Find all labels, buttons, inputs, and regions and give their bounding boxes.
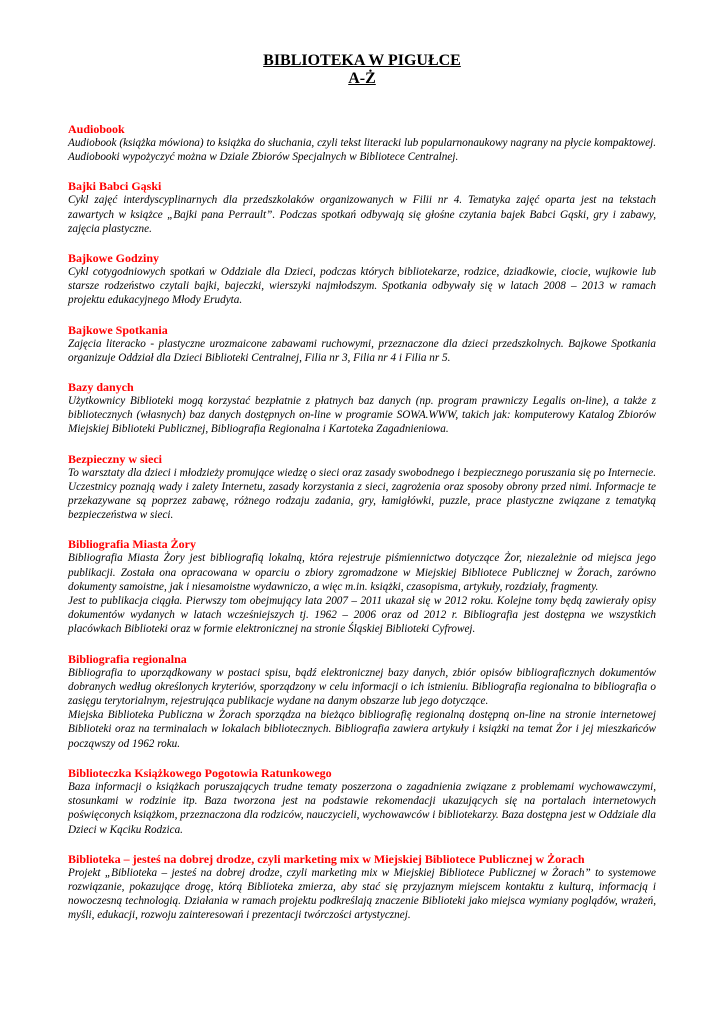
entry-heading: Biblioteczka Książkowego Pogotowia Ratunkowego	[68, 765, 332, 780]
title-line-2: A-Ż	[348, 70, 376, 87]
entry	[68, 380, 656, 437]
entry-heading: Bazy danych	[68, 380, 134, 395]
entry	[68, 122, 656, 164]
entry-heading: Bajkowe Spotkania	[68, 322, 168, 337]
entry-paragraph: To warsztaty dla dzieci i młodzieży promujące wiedzę o sieci oraz zasady swobodnego i bezpiecznego poruszania się po Internecie. Uczestnicy poznają wady i zalety Internetu, zasady korzystania z sieci, zagrożenia oraz sposoby obrony przed nimi. Informacje te przekazywane są poprzez zabawę, różnego rodzaju zadania, gry, łamigłówki, puzzle, prace plastyczne związane z tematyką bezpieczeństwa w sieci.	[68, 466, 656, 522]
entry-paragraph: Bibliografia to uporządkowany w postaci spisu, bądź elektronicznej bazy danych, zbiór opisów bibliograficznych dokumentów dobranych według określonych kryteriów, sporządzony w celu informacji o ich istnieniu. Bibliografia regionalna to bibliografia o zasięgu terytorialnym, rejestrująca publikacje wydane na danym obszarze lub jego dotyczące.	[68, 666, 656, 708]
entry-paragraph: Baza informacji o książkach poruszających trudne tematy poszerzona o zagadnienia związane z problemami wychowawczymi, stosunkami w rodzinie itp. Baza tworzona jest na podstawie rekomendacji ukazujących się na portalach internetowych poświęconych książkom, przeznaczona dla rodziców, nauczycieli, wychowawców i bibliotekarzy. Baza dostępna jest w Oddziale dla Dzieci w Kąciku Rodzica.	[68, 780, 656, 836]
entry-paragraph: Cykl cotygodniowych spotkań w Oddziale dla Dzieci, podczas których bibliotekarze, rodzice, dziadkowie, ciocie, wujkowie lub starsze rodzeństwo czytali bajki, bajeczki, wierszyki najmłodszym. Spotkania odbywały się w latach 2008 – 2013 w ramach projektu edukacyjnego Młody Erudyta.	[68, 266, 656, 307]
entry	[68, 323, 656, 365]
entry	[68, 179, 656, 236]
entries-list	[68, 122, 656, 923]
entry	[68, 251, 656, 308]
entry-paragraph: Jest to publikacja ciągła. Pierwszy tom obejmujący lata 2007 – 2011 ukazał się w 2012 roku. Kolejne tomy będą zawierały opisy dokumentów wydanych w latach wcześniejszych tj. 1962 – 2006 oraz od 2012 r. Bibliografia jest dostępna we wszystkich placówkach Biblioteki oraz w formie elektronicznej na stronie Śląskiej Biblioteki Cyfrowej.	[68, 595, 656, 636]
entry	[68, 652, 656, 751]
entry-heading: Bezpieczny w sieci	[68, 451, 162, 466]
document-title	[68, 52, 656, 88]
entry	[68, 452, 656, 523]
entry-heading: Bibliografia Miasta Żory	[68, 537, 196, 552]
entry-heading: Bajkowe Godziny	[68, 251, 160, 266]
entry-paragraph: Miejska Biblioteka Publiczna w Żorach sporządza na bieżąco bibliografię regionalną dostępną on-line na stronie internetowej Biblioteki oraz na terminalach w lokalach bibliotecznych. Bibliografia zawiera artykuły i książki na temat Żor i jej mieszkańców począwszy od 1962 roku.	[68, 709, 656, 750]
entry-heading: Bajki Babci Gąski	[68, 179, 162, 194]
title-line-1: BIBLIOTEKA W PIGUŁCE	[263, 52, 461, 69]
entry-heading: Audiobook	[68, 122, 125, 136]
document-page	[68, 52, 656, 938]
entry	[68, 852, 656, 923]
entry-paragraph: Zajęcia literacko - plastyczne urozmaicone zabawami ruchowymi, przeznaczone dla dzieci przedszkolnych. Bajkowe Spotkania organizuje Oddział dla Dzieci Biblioteki Centralnej, Filia nr 3, Filia nr 4 i Filia nr 5.	[68, 337, 656, 364]
entry-heading: Bibliografia regionalna	[68, 651, 187, 666]
entry-paragraph: Audiobook (książka mówiona) to książka do słuchania, czyli tekst literacki lub popularnonaukowy nagrany na płycie kompaktowej. Audiobooki wypożyczyć można w Dziale Zbiorów Specjalnych w Bibliotece Centralnej.	[68, 137, 656, 164]
entry	[68, 766, 656, 837]
entry	[68, 537, 656, 636]
entry-heading: Biblioteka – jesteś na dobrej drodze, czyli marketing mix w Miejskiej Bibliotece Publicznej w Żorach	[68, 851, 585, 866]
entry-paragraph: Projekt „Biblioteka – jesteś na dobrej drodze, czyli marketing mix w Miejskiej Bibliotece Publicznej w Żorach” to systemowe rozwiązanie, pokazujące drogę, którą Biblioteka zmierza, aby stać się przyjaznym miejscem kontaktu z kulturą, informacją i nowoczesną technologią. Działania w ramach projektu podkreślają znaczenie Biblioteki jako miejsca wymiany poglądów, wrażeń, myśli, edukacji, rozwoju zainteresowań i prezentacji twórczości artystycznej.	[68, 866, 656, 922]
entry-paragraph: Cykl zajęć interdyscyplinarnych dla przedszkolaków organizowanych w Filii nr 4. Tematyka zajęć oparta jest na tekstach zawartych w książce „Bajki pana Perrault”. Podczas spotkań odbywają się głośne czytania bajek Babci Gąski, gry i zabawy, zajęcia plastyczne.	[68, 194, 656, 235]
entry-paragraph: Użytkownicy Biblioteki mogą korzystać bezpłatnie z płatnych baz danych (np. program prawniczy Legalis on-line), a także z bibliotecznych (własnych) baz danych dostępnych on-line w programie SOWA.WWW, takich jak: komputerowy Katalog Zbiorów Miejskiej Biblioteki Publicznej, Bibliografia Regionalna i Kartoteka Zagadnieniowa.	[68, 395, 656, 436]
entry-paragraph: Bibliografia Miasta Żory jest bibliografią lokalną, która rejestruje piśmiennictwo dotyczące Żor, niezależnie od miejsca jego publikacji. Została ona opracowana w oparciu o zbiory zgromadzone w Miejskiej Bibliotece Publicznej w Żorach, zarówno dokumenty samoistne, jak i niesamoistne wydawnicz‌o, a więc m.in. książki, czasopisma, artykuły, rozdziały, fragmenty.	[68, 552, 656, 593]
